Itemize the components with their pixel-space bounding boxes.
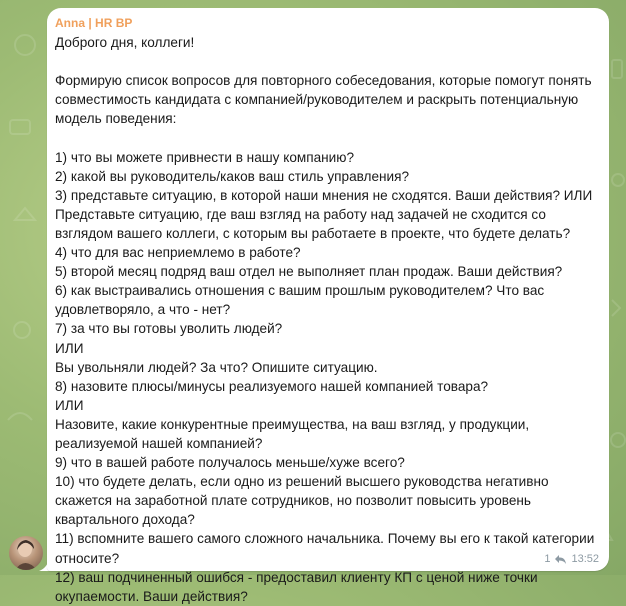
message-line: Доброго дня, коллеги! [55,35,195,50]
sender-name[interactable]: Anna | HR BP [55,16,133,30]
sender-avatar[interactable] [9,536,43,570]
message-line: 9) что в вашей работе получалось меньше/хуже всего? [55,455,405,471]
reply-arrow-icon[interactable] [554,554,567,565]
message-line: Назовите, какие конкурентные преимущества, на ваш взгляд, у продукции, реализуемой нашей компанией? [55,416,530,451]
message-time: 13:52 [571,553,599,565]
message-line: 3) представьте ситуацию, в которой наши мнения не сходятся. Ваши действия? ИЛИ Представьте ситуацию, где ваш взгляд на работу над задачей не сходится со взглядом вашего коллеги, с которым вы работаете в проекте, что будете делать? [55,187,593,241]
message-line: 11) вспомните вашего самого сложного начальника. Почему вы его к такой категории относите? [55,531,595,566]
message-line: ИЛИ [55,397,84,413]
message-bubble[interactable] [47,8,609,604]
message-line: 1) что вы можете привнести в нашу компанию? [55,149,355,165]
message-blank-line [55,52,595,71]
message-line: 2) какой вы руководитель/каков ваш стиль управления? [55,168,410,184]
reply-count[interactable]: 1 [544,553,551,565]
message-line: 4) что для вас неприемлемо в работе? [55,245,301,261]
message-blank-line [55,128,595,147]
message-line: 6) как выстраивались отношения с вашим прошлым руководителем? Что вас удовлетворяло, а что - нет? [55,283,545,318]
message-line: 7) за что вы готовы уволить людей? [55,321,283,337]
message-line: 5) второй месяц подряд ваш отдел не выполняет план продаж. Ваши действия? [55,264,563,280]
message-line: Вы увольняли людей? За что? Опишите ситуацию. [55,359,378,375]
message-line: 10) что будете делать, если одно из решений высшего руководства негативно скажется на заработной плате сотрудников, но позволит повысить уровень квартального дохода? [55,474,549,528]
message-line: 12) ваш подчиненный ошибся - предоставил клиенту КП с ценой ниже точки окупаемости. Ваши действия? [55,569,538,604]
message-line: 8) назовите плюсы/минусы реализуемого нашей компанией товара? [55,378,489,394]
message-text [55,33,595,606]
message-line: ИЛИ [55,340,84,356]
message-meta [544,553,599,565]
message-line: Формирую список вопросов для повторного собеседования, которые помогут понять совместимость кандидата с компанией/руководителем и раскрыть потенциальную модель поведения: [55,73,592,127]
